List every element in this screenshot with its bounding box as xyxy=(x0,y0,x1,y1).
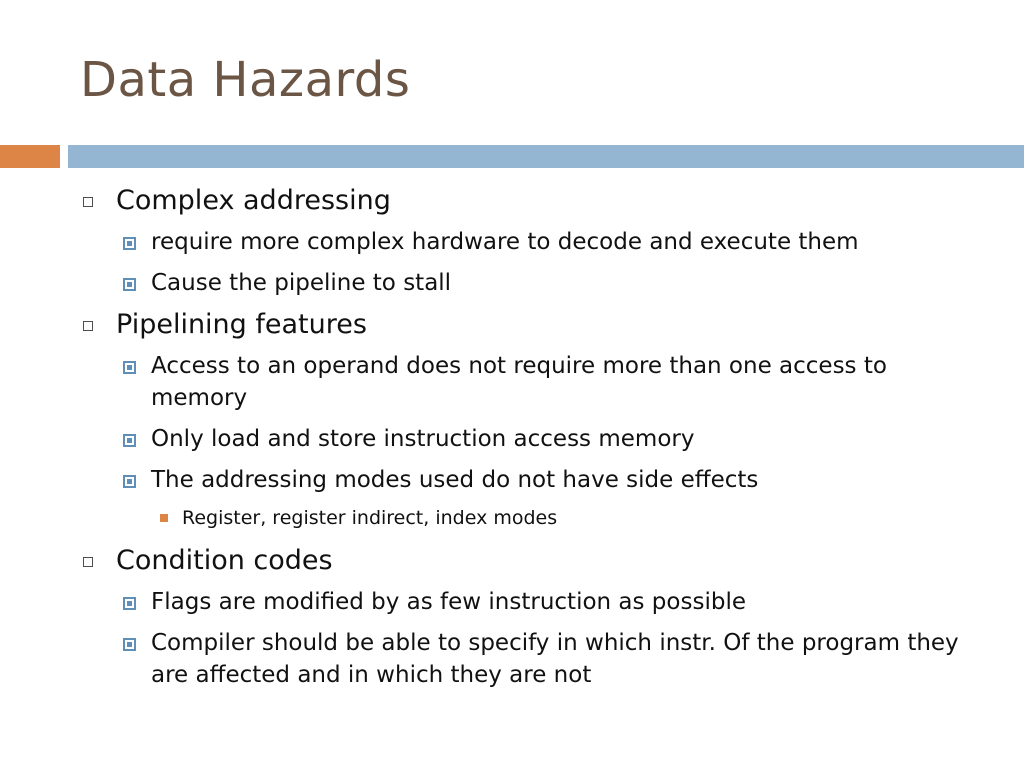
bullet-text: Only load and store instruction access memory xyxy=(151,426,695,452)
bullet-level2 xyxy=(80,627,990,691)
square-bullet-icon xyxy=(123,597,136,610)
accent-bar-blue xyxy=(68,145,1024,168)
bullet-level2 xyxy=(80,423,990,455)
slide-title: Data Hazards xyxy=(80,52,411,108)
bullet-level2 xyxy=(80,226,990,258)
bullet-text: Flags are modified by as few instruction as possible xyxy=(151,589,746,615)
section-heading: Condition codes xyxy=(116,545,333,576)
bullet-level1 xyxy=(80,308,990,342)
accent-bar-orange xyxy=(0,145,60,168)
square-bullet-icon xyxy=(123,237,136,250)
hollow-square-bullet-icon xyxy=(83,557,93,567)
bullet-level1 xyxy=(80,184,990,218)
filled-square-bullet-icon xyxy=(160,514,168,522)
square-bullet-icon xyxy=(123,475,136,488)
bullet-text: Register, register indirect, index modes xyxy=(182,507,558,529)
bullet-text: Compiler should be able to specify in which instr. Of the program they are affected and in which they are not xyxy=(151,630,959,688)
square-bullet-icon xyxy=(123,361,136,374)
bullet-level2 xyxy=(80,464,990,496)
bullet-level1 xyxy=(80,544,990,578)
slide-body xyxy=(80,184,990,700)
bullet-text: The addressing modes used do not have side effects xyxy=(151,467,759,493)
section-heading: Pipelining features xyxy=(116,309,367,340)
square-bullet-icon xyxy=(123,278,136,291)
bullet-level2 xyxy=(80,267,990,299)
bullet-level3 xyxy=(80,505,990,531)
bullet-text: Cause the pipeline to stall xyxy=(151,270,452,296)
bullet-level2 xyxy=(80,586,990,618)
bullet-level2 xyxy=(80,350,990,414)
bullet-text: require more complex hardware to decode and execute them xyxy=(151,229,859,255)
hollow-square-bullet-icon xyxy=(83,197,93,207)
hollow-square-bullet-icon xyxy=(83,321,93,331)
bullet-text: Access to an operand does not require more than one access to memory xyxy=(151,353,887,411)
section-heading: Complex addressing xyxy=(116,185,391,216)
square-bullet-icon xyxy=(123,434,136,447)
square-bullet-icon xyxy=(123,638,136,651)
